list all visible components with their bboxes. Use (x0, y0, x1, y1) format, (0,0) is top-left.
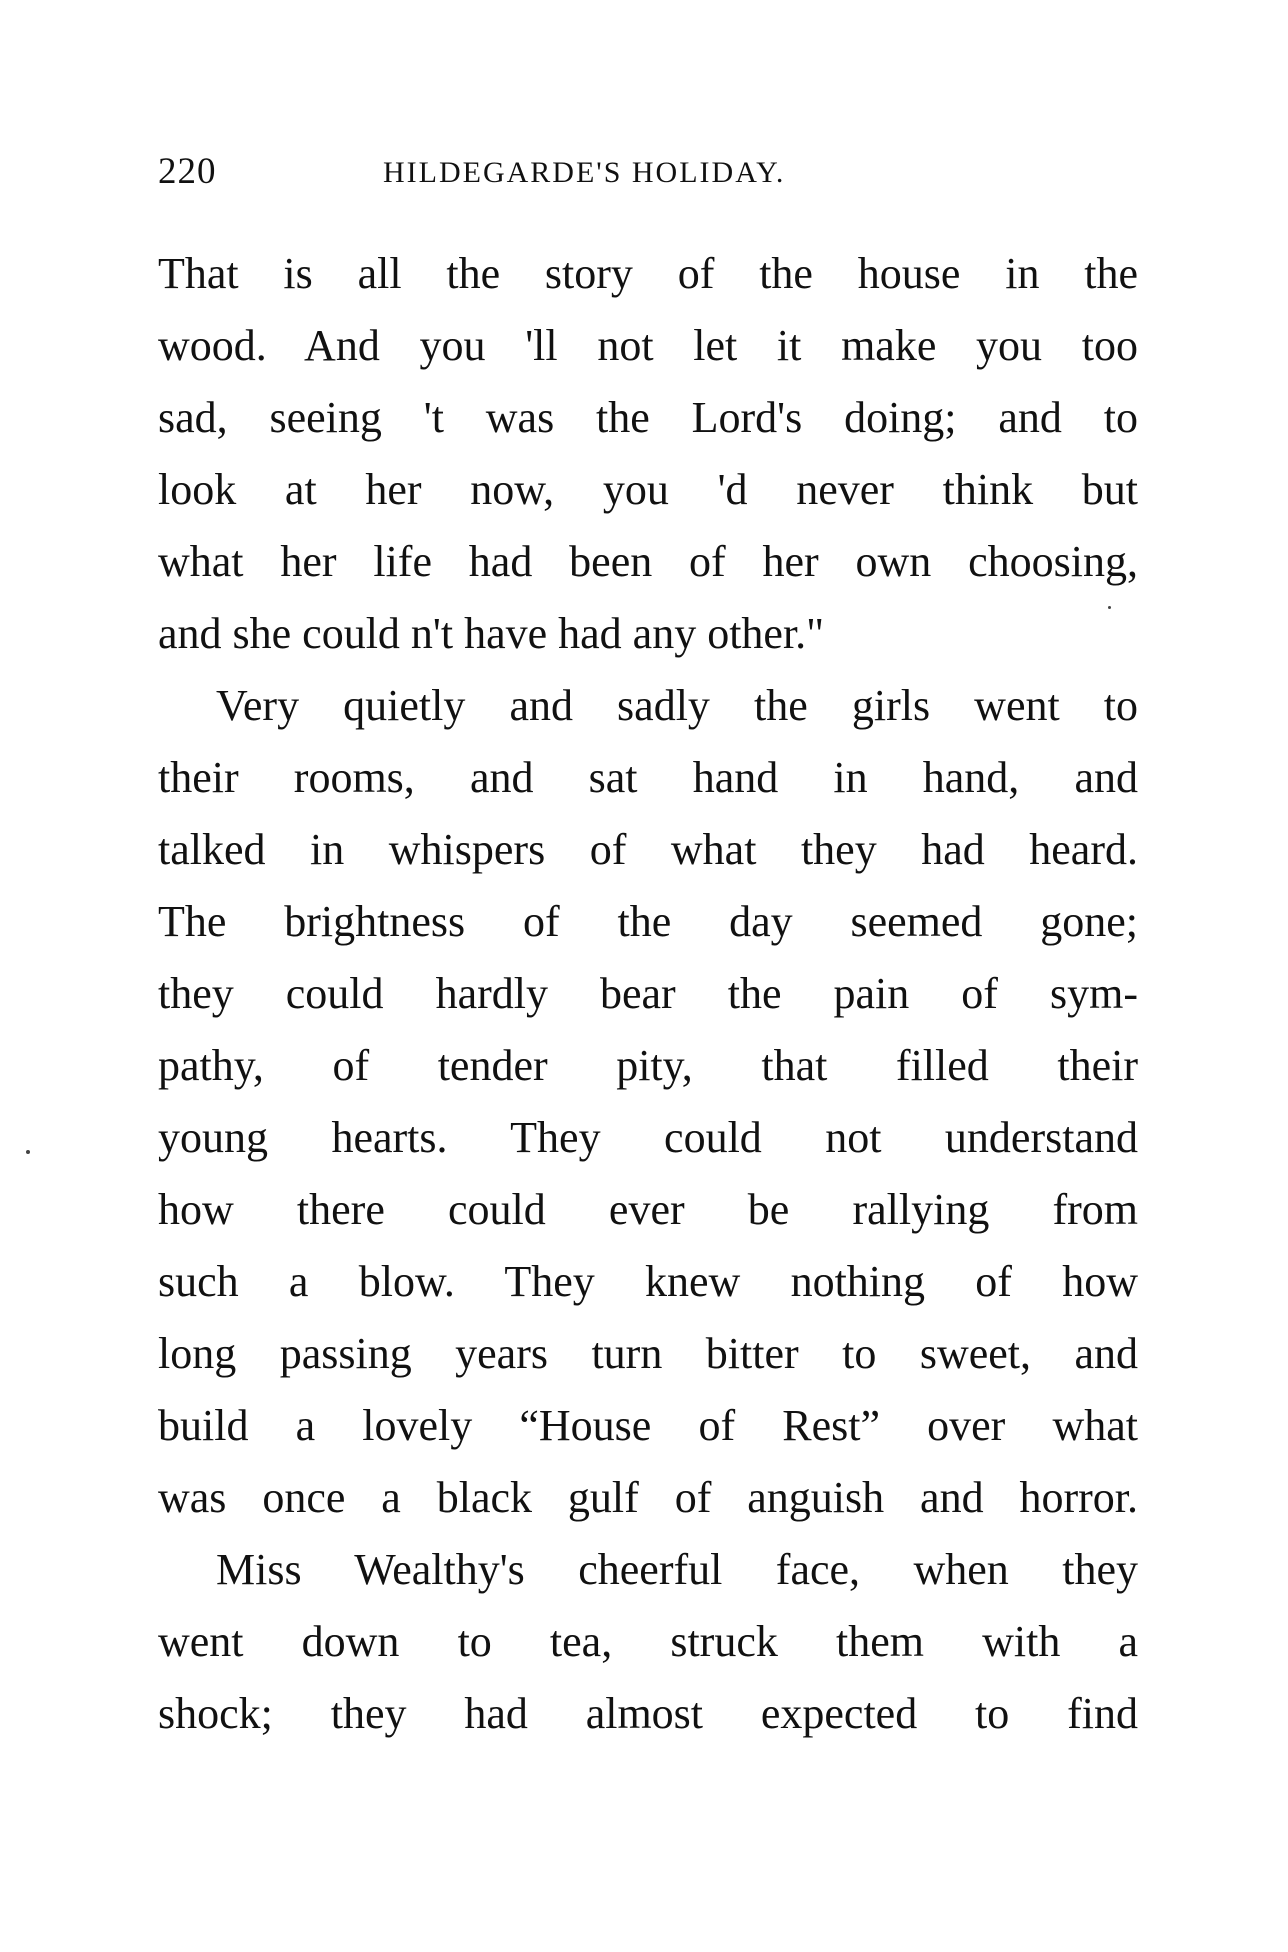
text-line: and she could n't have had any other." (158, 609, 825, 658)
text-line: sad, seeing 't was the Lord's doing; and to (158, 393, 1138, 442)
text-line: Very quietly and sadly the girls went to (216, 681, 1138, 730)
text-line: long passing years turn bitter to sweet, and (158, 1329, 1138, 1378)
text-line: wood. And you 'll not let it make you too (158, 321, 1138, 370)
running-title: HILDEGARDE'S HOLIDAY. (383, 156, 786, 189)
text-line: how there could ever be rallying from (158, 1185, 1138, 1234)
print-speck (1108, 606, 1111, 609)
text-line: went down to tea, struck them with a (158, 1617, 1138, 1666)
text-line: pathy, of tender pity, that filled their (158, 1041, 1138, 1090)
text-line: That is all the story of the house in the (158, 249, 1138, 298)
text-line: their rooms, and sat hand in hand, and (158, 753, 1138, 802)
text-line: The brightness of the day seemed gone; (158, 897, 1138, 946)
text-line: young hearts. They could not understand (158, 1113, 1138, 1162)
body-text (158, 238, 1138, 1750)
text-line: shock; they had almost expected to find (158, 1689, 1138, 1738)
page-number: 220 (158, 151, 217, 192)
text-line: talked in whispers of what they had heard. (158, 825, 1138, 874)
text-line: look at her now, you 'd never think but (158, 465, 1138, 514)
text-line: was once a black gulf of anguish and horror. (158, 1473, 1138, 1522)
text-line: Miss Wealthy's cheerful face, when they (216, 1545, 1138, 1594)
running-head (158, 150, 1138, 200)
print-speck (26, 1150, 30, 1154)
text-line: they could hardly bear the pain of sym- (158, 969, 1138, 1018)
text-line: such a blow. They knew nothing of how (158, 1257, 1138, 1306)
text-line: build a lovely “House of Rest” over what (158, 1401, 1138, 1450)
text-line: what her life had been of her own choosing, (158, 537, 1138, 586)
